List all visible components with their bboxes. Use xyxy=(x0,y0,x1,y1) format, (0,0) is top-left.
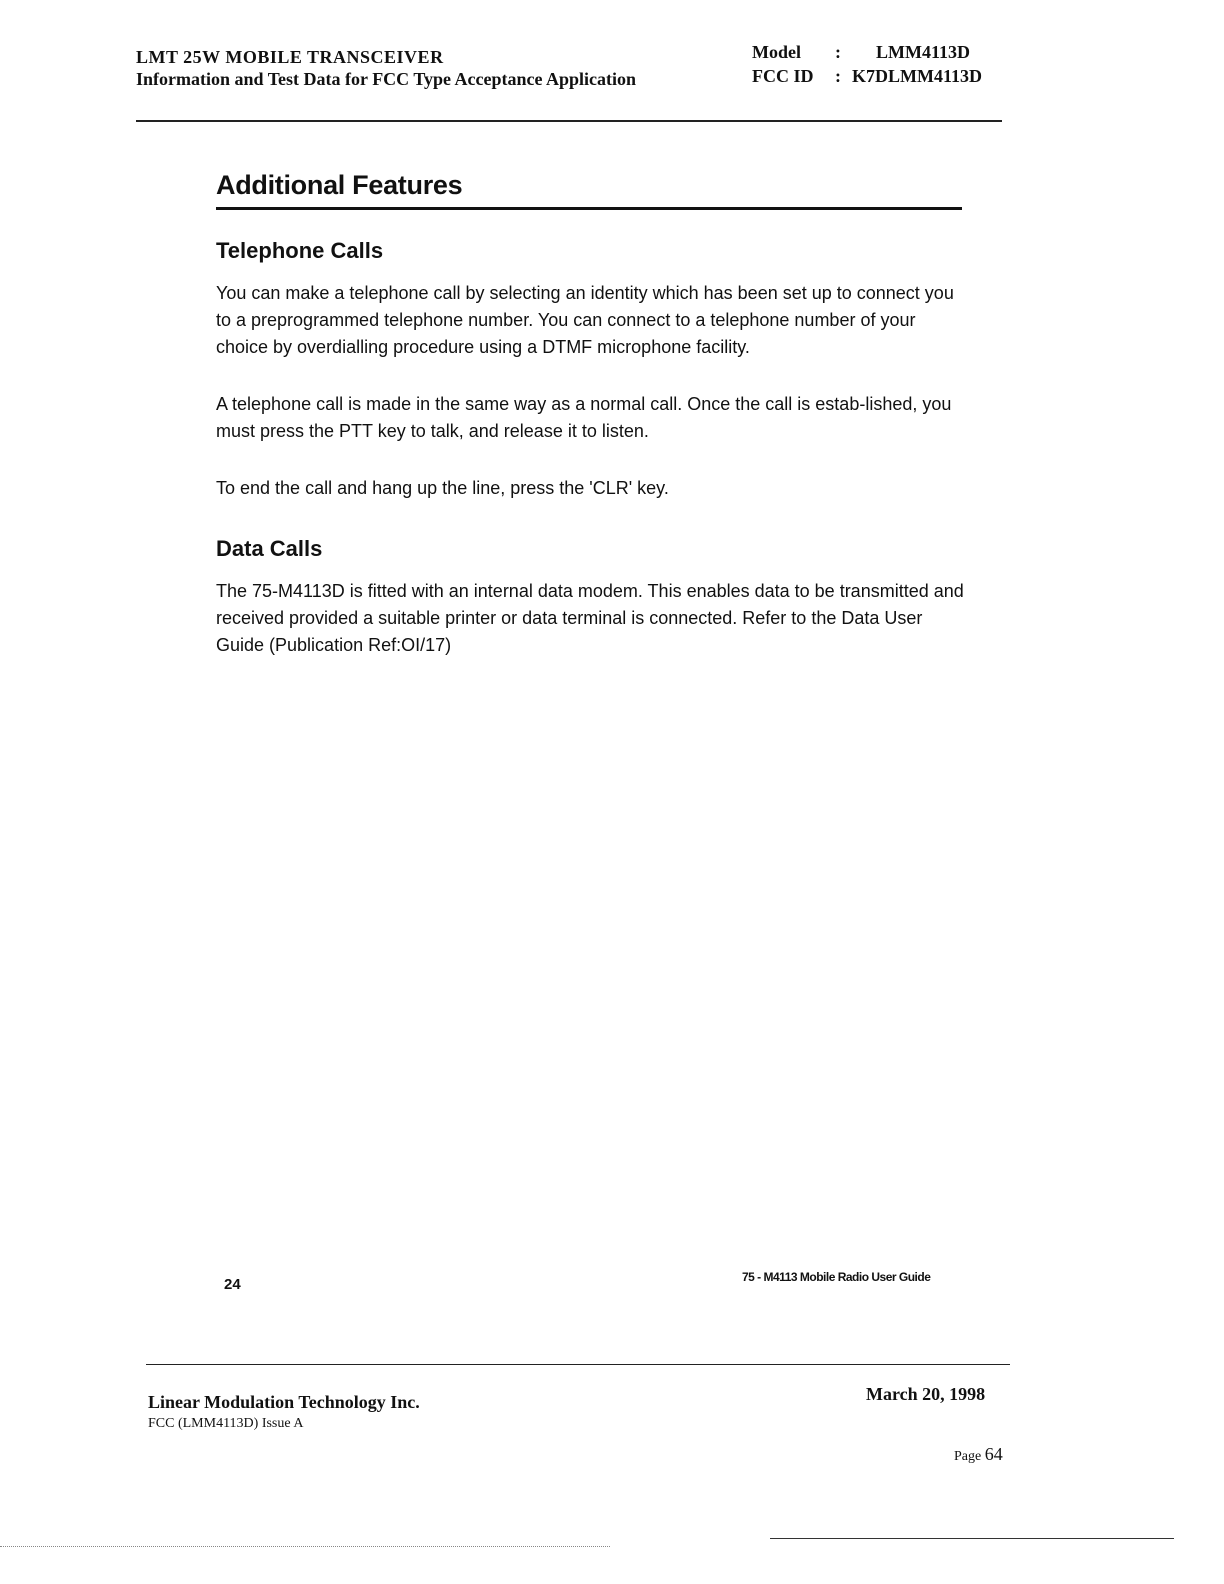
model-row xyxy=(752,40,982,64)
issue-line: FCC (LMM4113D) Issue A xyxy=(148,1416,304,1431)
company-name: Linear Modulation Technology Inc. xyxy=(148,1392,420,1412)
scan-artifact-right xyxy=(770,1538,1174,1539)
data-calls-heading: Data Calls xyxy=(216,536,323,561)
footer-page xyxy=(954,1444,1003,1465)
page-number: 64 xyxy=(984,1444,1003,1464)
fccid-row xyxy=(752,64,982,88)
telephone-paragraph-2: A telephone call is made in the same way as a normal call. Once the call is estab-lished, you must press the PTT key to talk, and release it to listen. xyxy=(216,394,952,441)
guide-name: 75 - M4113 Mobile Radio User Guide xyxy=(742,1270,931,1284)
footer-date: March 20, 1998 xyxy=(866,1384,986,1404)
fccid-colon: : xyxy=(835,66,841,86)
fccid-label: FCC ID xyxy=(752,66,814,86)
data-paragraph-1: The 75-M4113D is fitted with an internal data modem. This enables data to be transmitted and received provided a suitable printer or data terminal is connected. Refer to the Data User Guide (Publication Ref:OI/17) xyxy=(216,581,964,655)
model-colon: : xyxy=(835,42,841,62)
header-title: LMT 25W MOBILE TRANSCEIVER xyxy=(136,47,444,67)
page-content xyxy=(216,170,966,689)
section-heading: Additional Features xyxy=(216,170,962,210)
header-ids xyxy=(752,40,982,88)
footer-company-block xyxy=(148,1390,420,1434)
footer-divider xyxy=(146,1364,1010,1365)
scan-artifact-left xyxy=(0,1546,610,1547)
fccid-value: K7DLMM4113D xyxy=(852,66,982,86)
header-subtitle: Information and Test Data for FCC Type Acceptance Application xyxy=(136,69,637,89)
model-label: Model xyxy=(752,42,801,62)
telephone-calls-heading: Telephone Calls xyxy=(216,238,384,263)
model-value: LMM4113D xyxy=(876,42,970,62)
header-divider xyxy=(136,120,1002,122)
document-header xyxy=(136,46,636,90)
guide-page-number: 24 xyxy=(224,1276,241,1293)
page-label: Page xyxy=(954,1449,982,1464)
telephone-paragraph-1: You can make a telephone call by selecting an identity which has been set up to connect you to a preprogrammed telephone number. You can connect to a telephone number of your choice by overdialling procedure using a DTMF microphone facility. xyxy=(216,283,954,357)
telephone-paragraph-3: To end the call and hang up the line, press the 'CLR' key. xyxy=(216,478,669,498)
